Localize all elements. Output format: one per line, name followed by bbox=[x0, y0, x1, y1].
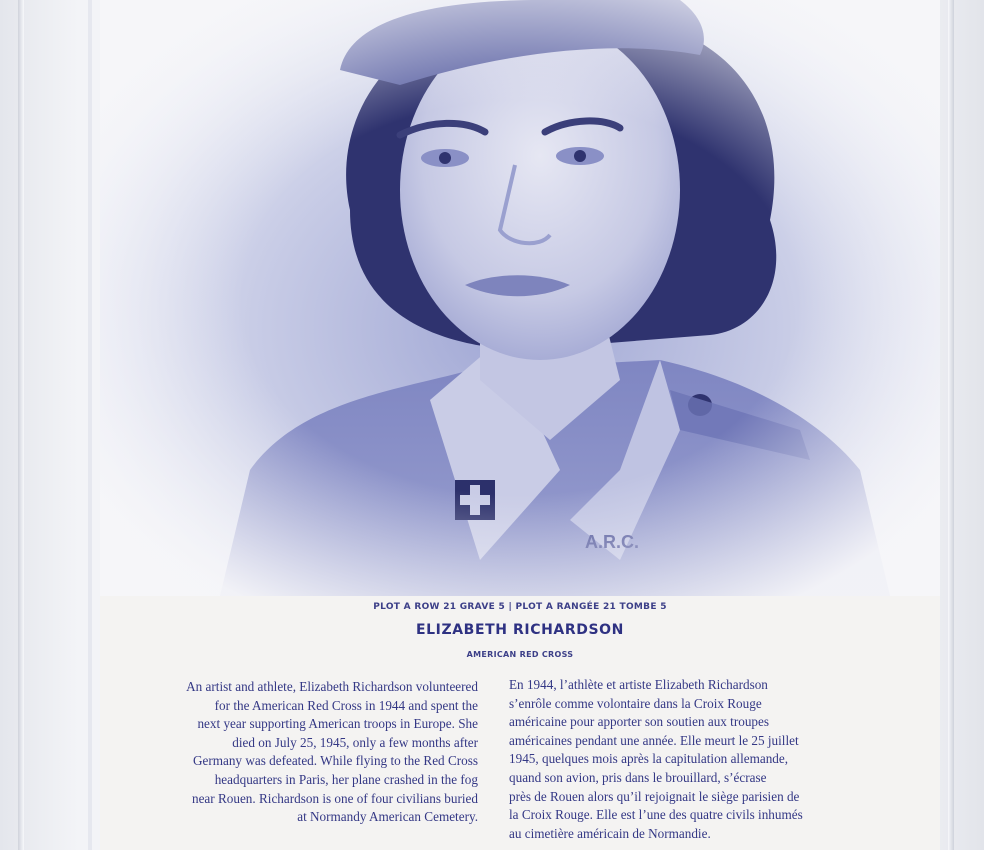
glass-reflection bbox=[88, 0, 92, 850]
plot-location: PLOT A ROW 21 GRAVE 5 | PLOT A RANGÉE 21 TOMBE 5 bbox=[373, 602, 667, 612]
bio-line: Germany was defeated. While flying to the Red Cross bbox=[192, 753, 478, 769]
glass-edge-left bbox=[18, 0, 24, 850]
portrait-photo bbox=[100, 0, 940, 596]
bio-line: for the American Red Cross in 1944 and spent the bbox=[214, 697, 478, 713]
bio-line: au cimetière américain de Normandie. bbox=[509, 825, 711, 841]
bio-line: near Rouen. Richardson is one of four civilians buried bbox=[191, 790, 478, 806]
bio-line: next year supporting American troops in Europe. She bbox=[197, 716, 478, 732]
bio-line: En 1944, l’athlète et artiste Elizabeth Richardson bbox=[509, 677, 768, 692]
bio-line: died on July 25, 1945, only a few months after bbox=[232, 734, 478, 750]
bio-line: américaines pendant une année. Elle meurt le 25 juillet bbox=[509, 732, 799, 748]
bio-line: américaine pour apporter son soutien aux troupes bbox=[509, 714, 770, 730]
memorial-panel bbox=[100, 0, 940, 850]
bio-line: quand son avion, pris dans le brouillard, s’écrase bbox=[509, 769, 767, 785]
bio-line: headquarters in Paris, her plane crashed in the fog bbox=[214, 771, 478, 787]
english-biography bbox=[130, 678, 478, 827]
caption-plaque bbox=[100, 596, 940, 850]
bio-line: s’enrôle comme volontaire dans la Croix Rouge bbox=[509, 695, 762, 711]
bio-line: près de Rouen alors qu’il rejoignait le siège parisien de bbox=[509, 788, 800, 804]
organization: AMERICAN RED CROSS bbox=[466, 650, 574, 659]
person-name: ELIZABETH RICHARDSON bbox=[416, 622, 624, 638]
bio-line: la Croix Rouge. Elle est l’une des quatre civils inhumés bbox=[509, 807, 803, 823]
glass-edge-right bbox=[948, 0, 954, 850]
bio-line: 1945, quelques mois après la capitulation allemande, bbox=[509, 751, 789, 767]
french-biography bbox=[509, 676, 869, 843]
bio-line: An artist and athlete, Elizabeth Richardson volunteered bbox=[186, 679, 478, 694]
portrait-illustration bbox=[100, 0, 940, 596]
bio-line: at Normandy American Cemetery. bbox=[297, 809, 478, 825]
